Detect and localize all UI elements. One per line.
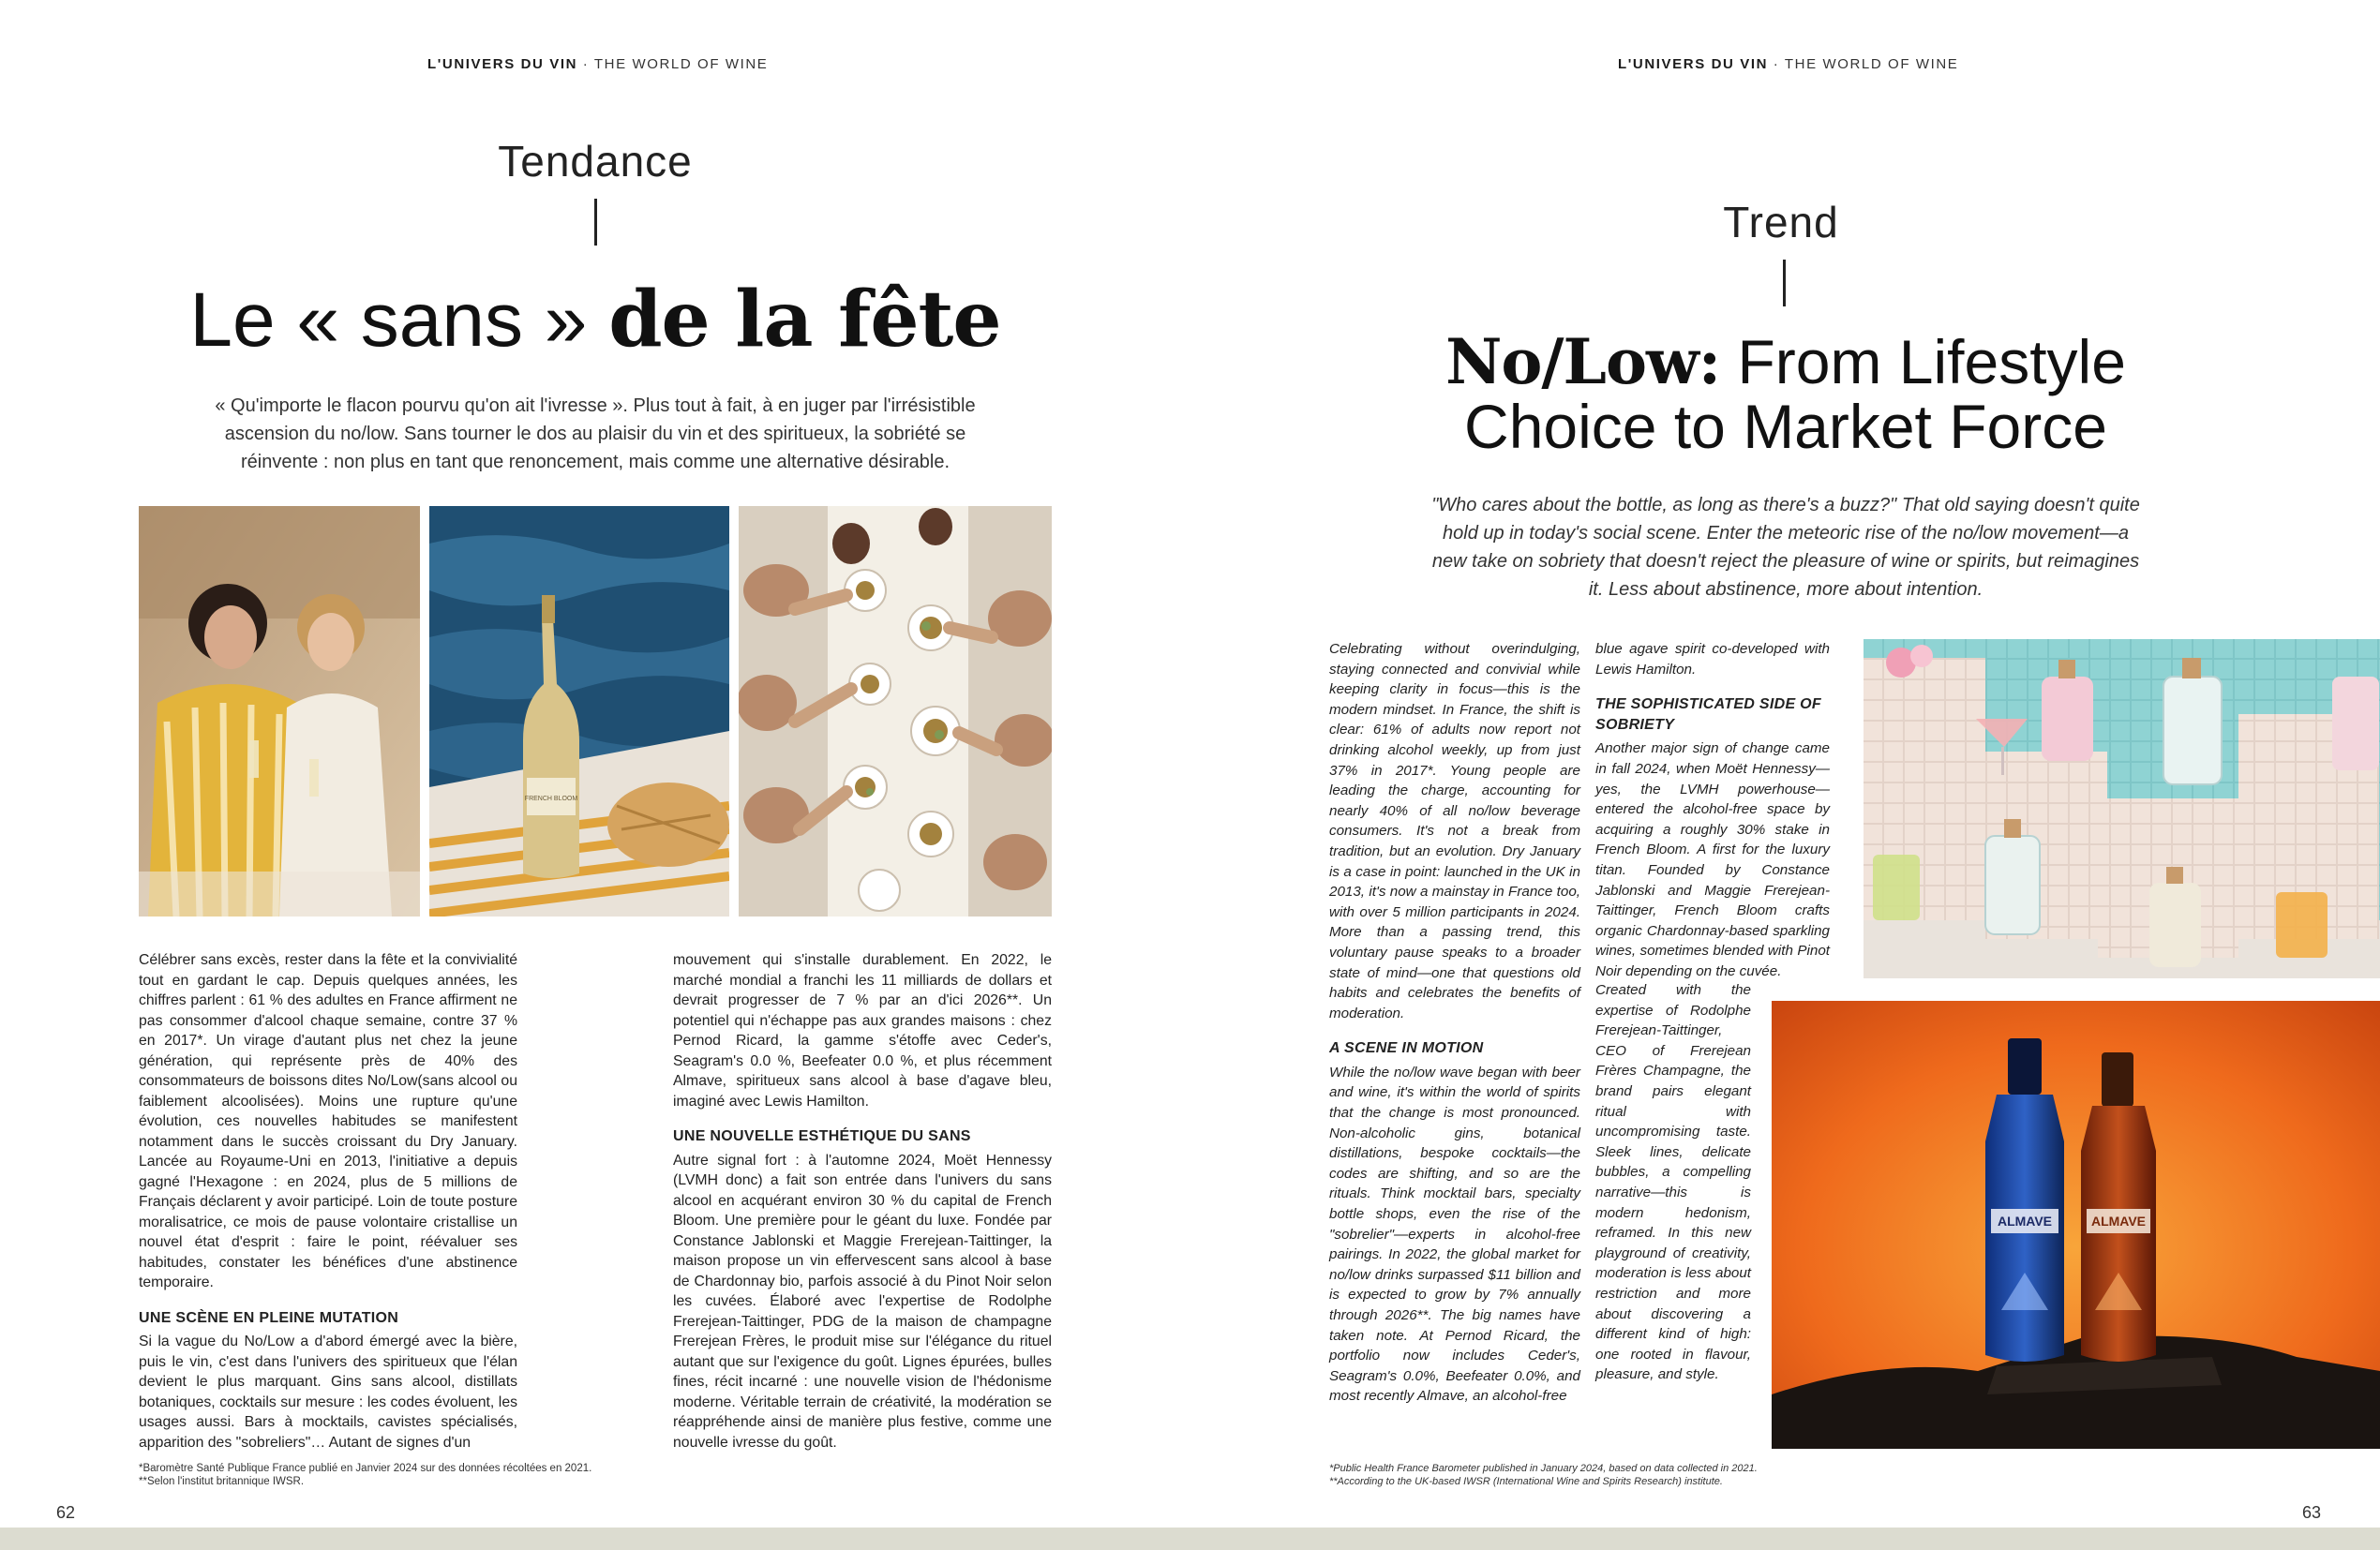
- article-paragraph: Created with the expertise of Rodolphe Frerejean-Taittinger, CEO of Frerejean Frères Champagne, the brand pairs elegant ritual with uncompromising taste. Sleek lines, delicate bubbles, a compelling narrative—this is modern hedonism, reframed. In this new playground of creativity, moderation is less about restriction and more about discovering a different kind of high: one rooted in flavour, pleasure, and style.: [1595, 982, 1751, 1383]
- section-kicker: Tendance: [498, 137, 693, 186]
- section-heading: UNE SCÈNE EN PLEINE MUTATION: [139, 1309, 399, 1326]
- section-heading: UNE NOUVELLE ESTHÉTIQUE DU SANS: [673, 1128, 971, 1144]
- standfirst: "Who cares about the bottle, as long as there's a buzz?" That old saying doesn't quite hold up in today's social scene. Enter the meteoric rise of the no/low movement—a new take on sobriety that doesn't reject the pleasure of wine or spirits, but reimagines it. Less about abstinence, more about intention.: [1431, 495, 2140, 600]
- standfirst: « Qu'importe le flacon pourvu qu'on ait l'ivresse ». Plus tout à fait, à en juger par l'irrésistible ascension du no/low. Sans tourner le dos au plaisir du vin et des spiritueux, la sobriété se réinvente : non plus en tant que renoncement, mais comme une alternative désirable.: [215, 395, 976, 472]
- article-column-2-continued: [1595, 980, 1751, 1385]
- section-heading: A SCENE IN MOTION: [1329, 1040, 1484, 1057]
- footnote: **Selon l'institut britannique IWSR.: [139, 1476, 305, 1487]
- kicker-divider: [594, 199, 597, 246]
- photo-almave-bottles: [1772, 1001, 2380, 1449]
- page-title-line-2: Choice to Market Force: [1464, 392, 2107, 462]
- left-page: [0, 0, 1189, 1528]
- right-page: [1190, 0, 2380, 1528]
- almave-label-blue: ALMAVE: [1997, 1214, 2053, 1229]
- footnotes: [139, 1462, 591, 1488]
- article-paragraph: Celebrating without overindulging, staying connected and convivial while keeping clarity in focus—this is the modern mindset. In France, the shift is clear: 61% of adults now report not drinking alcohol weekly, up from just 37% in 2017*. Young people are leading the charge, accounting for nearly 40% of all no/low beverage consumers. It's not a break from tradition, but an evolution. Dry January is a case in point: launched in the UK in 2013, it's now a mainstay in France too, with over 5 million participants in 2024. More than a passing trend, this voluntary pause speaks to a broader state of mind—one that questions old habits and celebrates the benefits of moderation.: [1329, 641, 1580, 1021]
- article-paragraph: Autre signal fort : à l'automne 2024, Moët Hennessy (LVMH donc) a fait son entrée dans l'univers du sans alcool en acquérant environ 30 % du capital de French Bloom. Une première pour le géant du luxe. Fondée par Constance Jablonski et Maggie Frerejean-Taittinger, la maison propose un vin effervescent sans alcool à base de Chardonnay bio, parfois associé à du Pinot Noir selon les cuvées. Élaboré avec l'expertise de Rodolphe Frerejean-Taittinger, PDG de la maison de champagne Frerejean Frères, le produit mise sur l'élégance du rituel autant que sur l'exigence du goût. Lignes épurées, bulles fines, récit incarné : une nouvelle vision de l'hédonisme moderne. Véritable terrain de créativité, la modération se réappréhende ainsi de manière plus festive, comme une nouvelle ivresse du goût.: [673, 1152, 1052, 1451]
- article-paragraph: Another major sign of change came in fall 2024, when Moët Hennessy—yes, the LVMH powerhouse—entered the alcohol-free space by acquiring a roughly 30% stake in French Bloom. A first for the luxury titan. Founded by Constance Jablonski and Maggie Frerejean-Taittinger, French Bloom crafts organic Chardonnay-based sparkling wines, sometimes blended with Pinot Noir depending on the cuvée.: [1595, 740, 1830, 979]
- page-number: 63: [2302, 1503, 2322, 1522]
- running-head: L'UNIVERS DU VIN · THE WORLD OF WINE: [427, 56, 769, 72]
- article-column-1: [139, 950, 517, 1453]
- almave-label-amber: ALMAVE: [2090, 1214, 2147, 1229]
- page-title-line-1: No/Low: From Lifestyle: [1445, 325, 2126, 398]
- photo-bottle-poolside: [429, 506, 729, 917]
- page-number: 62: [56, 1503, 76, 1522]
- photo-two-women: [139, 506, 420, 917]
- footnote: *Public Health France Barometer published in January 2024, based on data collected in 2021.: [1329, 1463, 1758, 1474]
- photo-bottle-poolside-illustration: [429, 506, 729, 917]
- footnote: *Baromètre Santé Publique France publié en Janvier 2024 sur des données récoltées en 2021.: [139, 1463, 592, 1474]
- article-paragraph: Célébrer sans excès, rester dans la fête et la convivialité tout en gardant le cap. Depuis quelques années, les chiffres parlent : 61 % des adultes en France affirment ne pas consommer d'alcool chaque semaine, contre 37 % en 2017*. Un virage d'autant plus net chez la jeune génération, qui représente près de 40% des consommateurs de boissons dites No/Low(sans alcool ou faiblement alcoolisées). Moins une rupture qu'une évolution, ces nouvelles habitudes se manifestent notamment dans le succès croissant du Dry January. Lancée au Royaume-Uni en 2013, l'initiative a depuis gagné l'Hexagone : en 2024, plus de 5 millions de Français déclarent y avoir participé. Loin de toute posture moralisatrice, ce mois de pause volontaire cristallise un nouvel état d'esprit : faire le point, réévaluer ses habitudes, constater les bénéfices d'une abstinence temporaire.: [139, 952, 517, 1290]
- footnote: **According to the UK-based IWSR (International Wine and Spirits Research) institute.: [1329, 1476, 1723, 1487]
- page-title: [1359, 325, 2212, 462]
- kicker-divider: [1783, 260, 1786, 306]
- footnotes: [1329, 1462, 1758, 1488]
- article-paragraph: Si la vague du No/Low a d'abord émergé avec la bière, puis le vin, c'est dans l'univers des spiritueux que l'élan devient le plus marquant. Gins sans alcool, distillats botaniques, cocktails sur mesure : les codes évoluent, les usages aussi. Bars à mocktails, cavistes spécialisés, apparition des "sobreliers"… Autant de signes d'un: [139, 1334, 517, 1451]
- photo-dinner-table-illustration: [739, 506, 1052, 917]
- article-column-1: [1329, 639, 1580, 1407]
- bottom-edge-strip: [0, 1528, 2380, 1550]
- section-kicker: Trend: [1723, 198, 1839, 246]
- article-column-2: [673, 950, 1052, 1453]
- photo-two-women-illustration: [139, 506, 420, 917]
- article-paragraph: While the no/low wave began with beer and wine, it's within the world of spirits that the change is most pronounced. Non-alcoholic gins, botanical distillations, bespoke cocktails—the codes are shifting, and so are the rituals. Think mocktail bars, specialty bottle shops, even the rise of the "sobrelier"—experts in alcohol-free pairings. In 2022, the global market for no/low drinks surpassed $11 billion and is expected to grow by 7% annually through 2026**. The big names have taken note. At Pernod Ricard, the portfolio now includes Ceder's, Seagram's 0.0%, Beefeater 0.0%, and most recently Almave, an alcohol-free: [1329, 1064, 1580, 1405]
- photo-dinner-table: [739, 506, 1052, 917]
- section-heading: THE SOPHISTICATED SIDE OF SOBRIETY: [1595, 696, 1821, 733]
- photo-bottles-on-tiles: [1864, 639, 2380, 978]
- article-paragraph: mouvement qui s'installe durablement. En 2022, le marché mondial a franchi les 11 milliards de dollars et devrait progresser de 7 % par an d'ici 2026**. Un potentiel qui n'échappe pas aux grandes maisons : chez Pernod Ricard, la gamme s'étoffe avec Ceder's, Seagram's 0.0 %, Beefeater 0.0 %, et plus récemment Almave, spiritueux sans alcool à base d'agave bleu, imaginé avec Lewis Hamilton.: [673, 952, 1052, 1110]
- article-column-2: [1595, 639, 1830, 982]
- photo-almave-bottles-illustration: [1772, 1001, 2380, 1449]
- article-paragraph: blue agave spirit co-developed with Lewis Hamilton.: [1595, 641, 1830, 678]
- bottle-label-text: FRENCH BLOOM: [524, 796, 578, 802]
- page-title: Le « sans » de la fête: [189, 275, 1001, 365]
- photo-bottles-on-tiles-illustration: [1864, 639, 2380, 978]
- running-head: L'UNIVERS DU VIN · THE WORLD OF WINE: [1618, 56, 1959, 72]
